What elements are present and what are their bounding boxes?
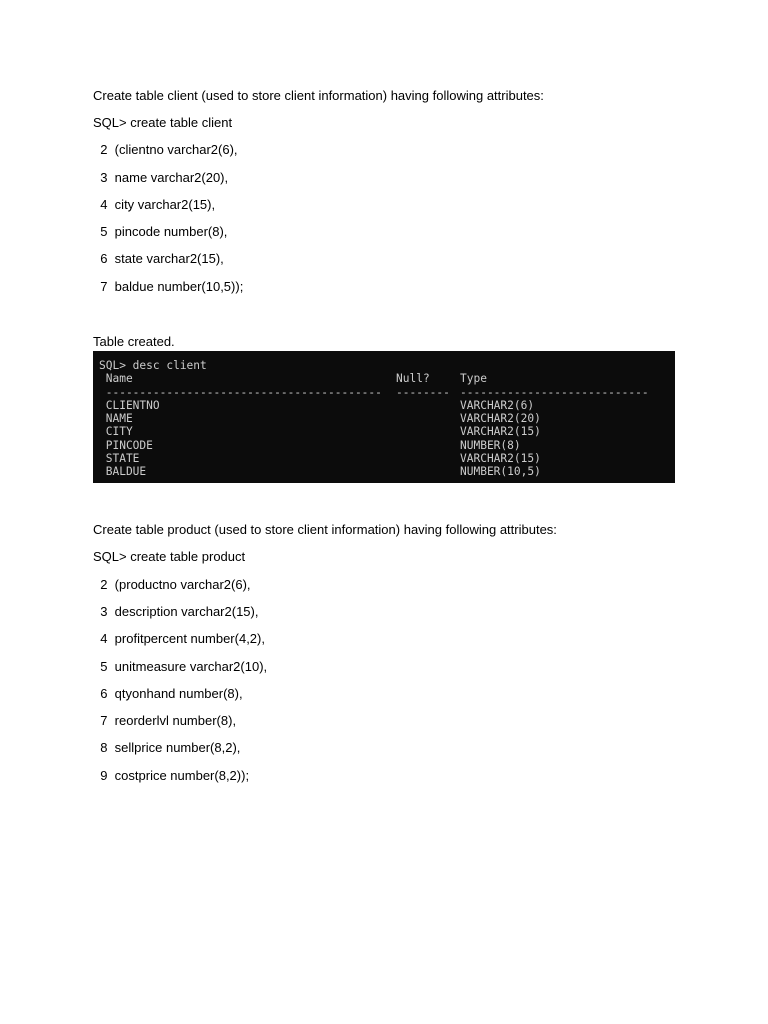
header-null: Null? xyxy=(396,372,430,386)
header-type: Type xyxy=(460,372,487,386)
column-type: NUMBER(8) xyxy=(460,438,521,452)
terminal-row xyxy=(99,412,675,425)
section1-line: 2 (clientno varchar2(6), xyxy=(93,142,238,157)
column-name: PINCODE xyxy=(99,438,153,452)
header-name: Name xyxy=(99,372,133,386)
section1-command: SQL> create table client xyxy=(93,115,233,130)
column-type: VARCHAR2(20) xyxy=(460,412,541,426)
column-type: NUMBER(10,5) xyxy=(460,465,541,479)
table-created-message: Table created. xyxy=(93,334,175,349)
terminal-separator-row xyxy=(99,386,675,399)
column-name: CITY xyxy=(99,425,133,439)
terminal-row xyxy=(99,399,675,412)
section1-line: 5 pincode number(8), xyxy=(93,224,228,239)
column-type: VARCHAR2(6) xyxy=(460,398,535,412)
section2-line: 2 (productno varchar2(6), xyxy=(93,577,251,592)
section1-line: 4 city varchar2(15), xyxy=(93,197,216,212)
section2-line: 4 profitpercent number(4,2), xyxy=(93,631,265,646)
column-name: BALDUE xyxy=(99,465,147,479)
column-type: VARCHAR2(15) xyxy=(460,452,541,466)
column-name: STATE xyxy=(99,452,140,466)
separator-type: ---------------------------- xyxy=(460,385,649,399)
separator-name: ----------------------------------------- xyxy=(99,385,382,399)
column-name: NAME xyxy=(99,412,133,426)
section2-line: 5 unitmeasure varchar2(10), xyxy=(93,659,268,674)
terminal-header-row xyxy=(99,372,675,385)
terminal-row xyxy=(99,425,675,438)
terminal-row xyxy=(99,452,675,465)
section1-line: 3 name varchar2(20), xyxy=(93,170,229,185)
section2-line: 6 qtyonhand number(8), xyxy=(93,686,243,701)
section2-line: 8 sellprice number(8,2), xyxy=(93,740,241,755)
terminal-row xyxy=(99,465,675,478)
section2-line: 3 description varchar2(15), xyxy=(93,604,259,619)
section1-line: 6 state varchar2(15), xyxy=(93,251,224,266)
separator-null: -------- xyxy=(396,385,450,399)
terminal-row xyxy=(99,439,675,452)
terminal-output xyxy=(93,351,675,483)
column-name: CLIENTNO xyxy=(99,398,160,412)
section2-line: 9 costprice number(8,2)); xyxy=(93,768,250,783)
section2-line: 7 reorderlvl number(8), xyxy=(93,713,237,728)
section1-line: 7 baldue number(10,5)); xyxy=(93,279,244,294)
column-type: VARCHAR2(15) xyxy=(460,425,541,439)
section2-intro: Create table product (used to store client information) having following attributes: xyxy=(93,522,557,537)
section2-command: SQL> create table product xyxy=(93,549,246,564)
terminal-prompt: SQL> desc client xyxy=(99,359,207,372)
section1-intro: Create table client (used to store client information) having following attributes: xyxy=(93,88,544,103)
